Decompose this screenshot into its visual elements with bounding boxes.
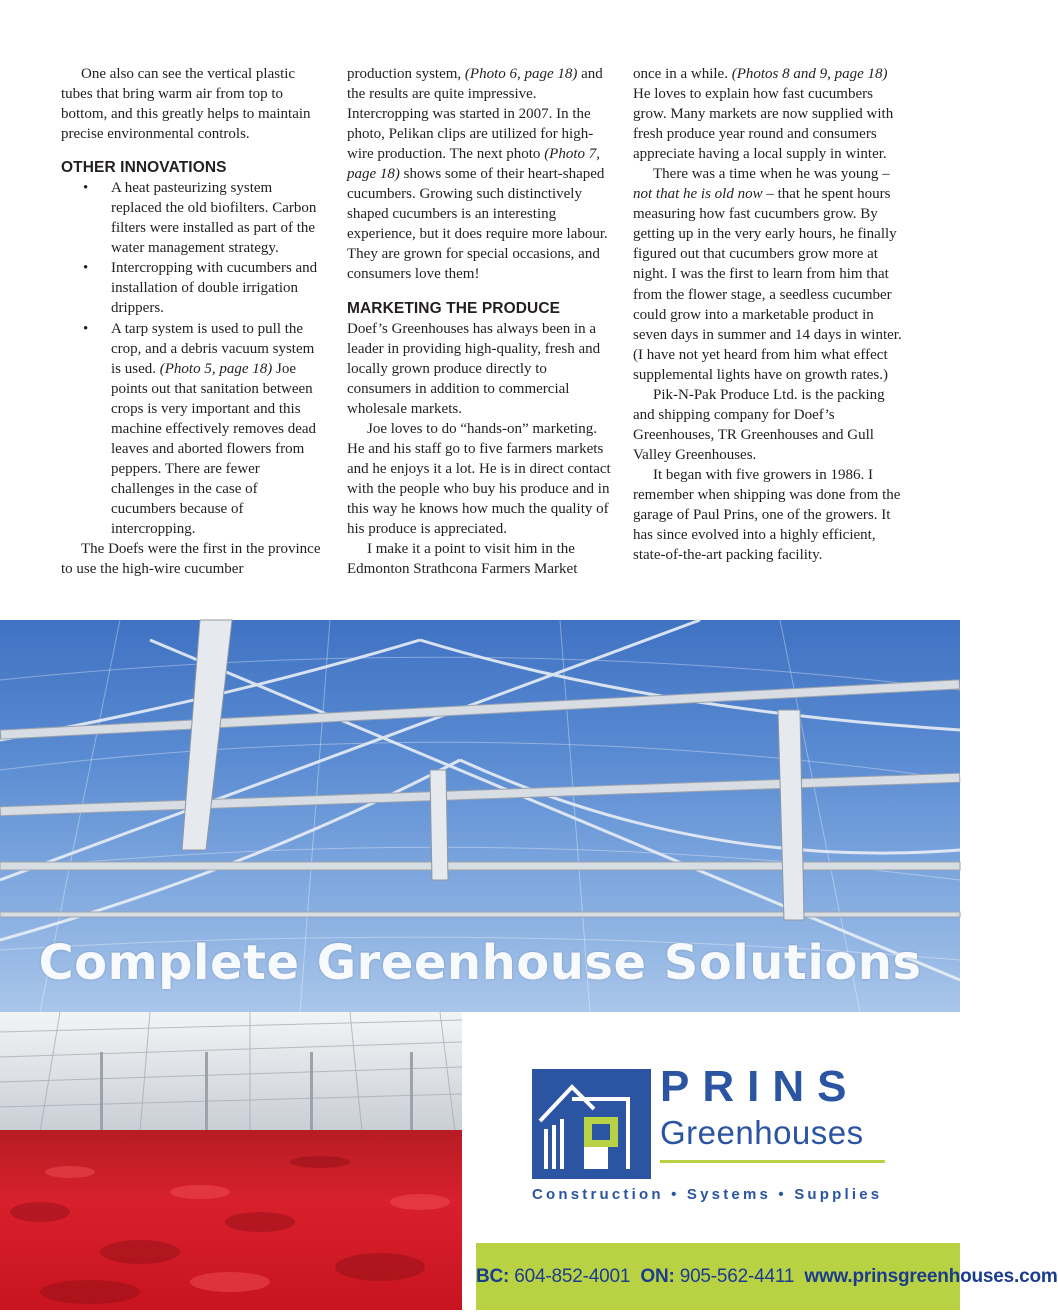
photo-reference: (Photo 7, page 18)	[347, 146, 601, 183]
section-heading-other-innovations: OTHER INNOVATIONS	[61, 159, 227, 177]
brand-name: PRINS	[660, 1062, 860, 1111]
paragraph: Joe loves to do “hands-on” marketing. He and his staff go to five farmers markets and he enjoys it a lot. He is in direct contact with the people who buy his produce and in this way he knows how much the quality of his produce is appreciated.	[347, 420, 611, 537]
paragraph	[633, 164, 903, 385]
innovations-list	[61, 178, 326, 539]
paragraph: It began with five growers in 1986. I remember when shipping was done from the garage of Paul Prins, one of the growers. It has since evolved into a highly efficient, state-of-the-art packing facility.	[633, 466, 901, 564]
list-item	[61, 319, 326, 540]
paragraph	[347, 64, 613, 285]
article-column-2	[347, 64, 613, 579]
ad-headline: Complete Greenhouse Solutions	[38, 935, 922, 991]
text-run: He loves to explain how fast cucumbers grow. Many markets are now supplied with fresh produce year round and consumers appreciate having a local supply in winter.	[633, 86, 894, 163]
text-run: shows some of their heart-shaped cucumbers. Growing such distinctively shaped cucumbers is an interesting experience, but it does require more labour. They are grown for special occasions, and consumers love them!	[347, 166, 608, 283]
brand-tagline: Construction • Systems • Supplies	[532, 1186, 883, 1203]
poinsettia-field-graphic	[0, 1012, 462, 1310]
poinsettia-greenhouse-photo	[0, 1012, 462, 1310]
bc-phone: 604-852-4001	[514, 1266, 631, 1287]
brand-divider	[660, 1160, 885, 1163]
paragraph: Pik-N-Pak Produce Ltd. is the packing and shipping company for Doef’s Greenhouses, TR Greenhouses and Gull Valley Greenhouses.	[633, 386, 885, 463]
text-run: and the results are quite impressive. Intercropping was started in 2007. In the photo, Pelikan clips are utilized for high-wire production. The next photo	[347, 66, 603, 163]
paragraph: One also can see the vertical plastic tubes that bring warm air from top to bottom, and this greatly helps to maintain precise environmental controls.	[61, 66, 311, 143]
article-column-1	[61, 64, 326, 579]
text-run: There was a time when he was young –	[653, 166, 890, 183]
list-item-text: Joe points out that sanitation between crops is very important and this machine effectively removes dead leaves and aborted flowers from peppers. There are fewer challenges in the case of cucumbers because of intercropping.	[111, 360, 317, 537]
article-column-3	[633, 64, 903, 565]
text-run: – that he spent hours measuring how fast cucumbers grow. By getting up in the very early hours, he finally figured out that cucumbers grow more at night. I was the first to learn from him that from the flower stage, a seedless cucumber could grow into a marketable product in seven days in summer and 14 days in winter. (I have not yet heard from him what effect supplemental lights have on growth rates.)	[633, 186, 902, 383]
list-item: • A heat pasteurizing system replaced the old biofilters. Carbon filters were installed as part of the water management strategy.	[61, 178, 326, 258]
section-heading-marketing: MARKETING THE PRODUCE	[347, 299, 561, 317]
text-run: production system,	[347, 66, 465, 82]
on-phone: 905-562-4411	[679, 1266, 795, 1287]
paragraph: The Doefs were the first in the province to use the high-wire cucumber	[61, 541, 321, 578]
photo-reference: (Photos 8 and 9, page 18)	[731, 66, 888, 82]
text-run: once in a while.	[633, 66, 732, 82]
prins-logo-mark	[532, 1069, 651, 1179]
bc-label: BC:	[476, 1266, 510, 1287]
paragraph	[633, 64, 903, 164]
prins-logo-panel	[462, 1012, 960, 1234]
emphasis: not that he is old now	[633, 186, 763, 203]
paragraph: Doef’s Greenhouses has always been in a leader in providing high-quality, fresh and locally grown produce directly to consumers in addition to commercial wholesale markets.	[347, 320, 601, 417]
brand-subtitle: Greenhouses	[660, 1114, 864, 1151]
on-label: ON:	[640, 1266, 675, 1287]
photo-reference: (Photo 6, page 18)	[464, 66, 578, 82]
prins-greenhouses-advertisement	[0, 620, 1058, 1310]
list-item-text: A tarp system is used to pull the crop, and a debris vacuum system is used.	[111, 320, 315, 377]
house-logo-icon	[532, 1069, 651, 1179]
paragraph: I make it a point to visit him in the Edmonton Strathcona Farmers Market	[347, 541, 578, 578]
website-link[interactable]: www.prinsgreenhouses.com	[804, 1266, 1058, 1287]
contact-bar	[476, 1243, 1058, 1310]
contact-line	[476, 1243, 1058, 1310]
photo-reference: (Photo 5, page 18)	[159, 360, 273, 377]
list-item: • Intercropping with cucumbers and installation of double irrigation drippers.	[61, 258, 326, 318]
